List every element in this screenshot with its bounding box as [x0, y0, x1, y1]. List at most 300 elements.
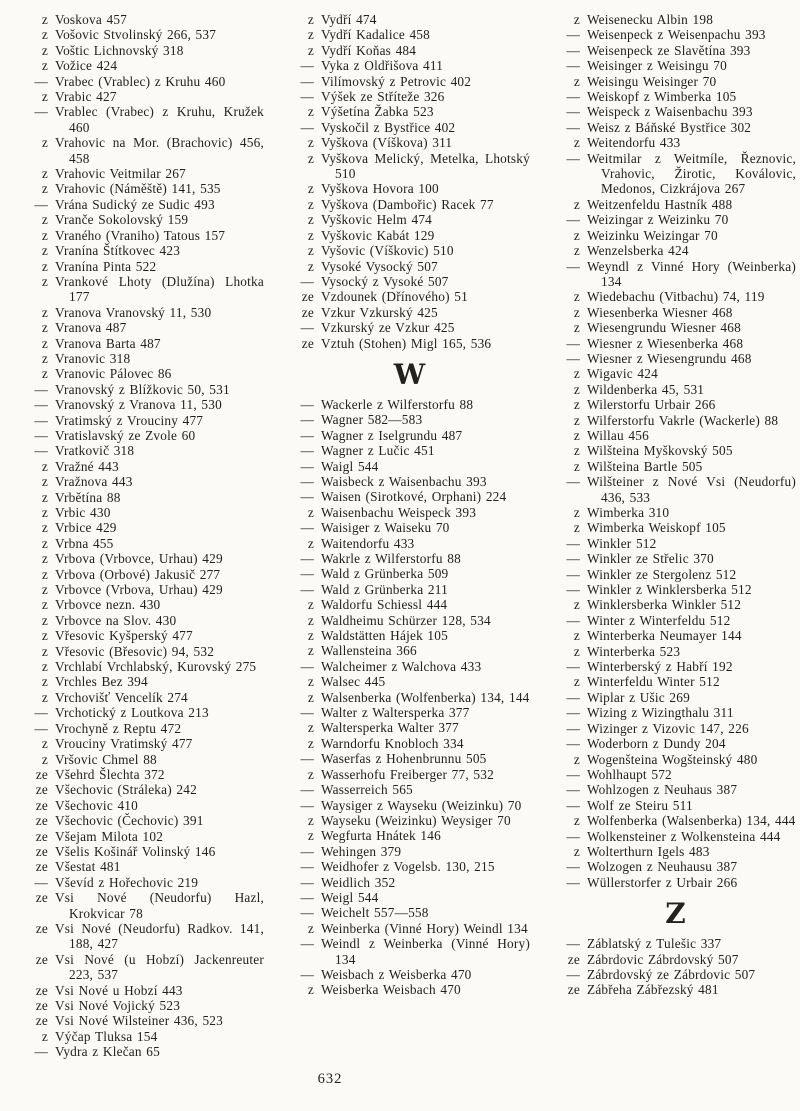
- entry-text: Waitendorfu 433: [321, 535, 415, 551]
- entry-text: Wolf ze Steiru 511: [587, 797, 693, 813]
- entry-text: Výšek ze Stříteže 326: [321, 89, 445, 105]
- entry-prefix: z: [41, 674, 48, 690]
- entry-text: Vrbova (Orbové) Jakusič 277: [55, 566, 221, 582]
- entry-prefix: —: [566, 535, 580, 551]
- index-entry: [290, 259, 530, 274]
- entry-text: Vyka z Oldřišova 411: [321, 58, 444, 74]
- entry-text: Wiesengrundu Wiesner 468: [587, 320, 741, 336]
- index-entry: [290, 551, 530, 566]
- entry-prefix: —: [300, 551, 314, 566]
- entry-text: Winterberka Neumayer 144: [587, 628, 742, 644]
- entry-prefix: —: [300, 966, 314, 982]
- index-entry: [556, 104, 796, 119]
- entry-prefix: z: [41, 42, 48, 58]
- entry-prefix: ze: [35, 859, 48, 875]
- entry-text: Wolterthurn Igels 483: [587, 843, 710, 859]
- entry-text: Vyškova Hovora 100: [321, 181, 439, 197]
- entry-prefix: —: [566, 566, 580, 582]
- index-entry: [556, 43, 796, 58]
- entry-prefix: z: [41, 258, 48, 274]
- index-entry: [290, 613, 530, 628]
- entry-text: Wilerstorfu Urbair 266: [587, 397, 716, 413]
- entry-text: Weisenpeck z Weisenpachu 393: [587, 27, 766, 43]
- index-entry: [24, 89, 264, 104]
- entry-text: Vsi Nové Vojický 523: [55, 998, 181, 1013]
- entry-prefix: ze: [301, 335, 314, 351]
- entry-prefix: —: [300, 320, 314, 336]
- entry-text: Wohlzogen z Neuhaus 387: [587, 782, 738, 798]
- entry-prefix: z: [41, 212, 48, 228]
- entry-prefix: —: [566, 859, 580, 875]
- index-entry: [24, 952, 264, 983]
- entry-text: Wakrle z Wilferstorfu 88: [321, 551, 461, 566]
- entry-prefix: z: [41, 535, 48, 551]
- entry-prefix: ze: [35, 890, 48, 906]
- entry-text: Winkler z Winklersberka 512: [587, 582, 752, 598]
- entry-text: Všechovic (Čechovic) 391: [55, 813, 204, 829]
- entry-text: Vrahovic na Mor. (Brachovic) 456, 458: [55, 135, 264, 166]
- entry-text: Vrbovce nezn. 430: [55, 597, 161, 613]
- index-entry: [290, 690, 530, 705]
- index-entry: [556, 813, 796, 828]
- entry-prefix: —: [34, 412, 48, 428]
- entry-prefix: —: [300, 396, 314, 412]
- index-entry: [24, 197, 264, 212]
- index-entry: [556, 305, 796, 320]
- entry-text: Záblatský z Tulešic 337: [587, 936, 722, 952]
- entry-prefix: z: [573, 505, 580, 520]
- index-entry: [290, 197, 530, 212]
- entry-prefix: z: [573, 304, 580, 320]
- entry-prefix: —: [300, 58, 314, 74]
- entry-text: Weisinger z Weisingu 70: [587, 58, 728, 74]
- index-entry: [290, 274, 530, 289]
- index-entry: [24, 474, 264, 489]
- entry-text: Wimberka Weiskopf 105: [587, 520, 726, 536]
- entry-text: Vrbovce (Vrbova, Urhau) 429: [55, 582, 223, 598]
- index-entry: [24, 397, 264, 412]
- entry-prefix: —: [566, 474, 580, 490]
- entry-prefix: z: [41, 566, 48, 582]
- index-entry: [24, 166, 264, 181]
- entry-text: Vranče Sokolovský 159: [55, 212, 189, 228]
- index-entry: [556, 936, 796, 951]
- index-entry: [24, 12, 264, 27]
- entry-prefix: —: [566, 720, 580, 736]
- index-entry: [290, 828, 530, 843]
- entry-text: Weizinku Weizingar 70: [587, 227, 718, 243]
- entry-text: Vrabec (Vrablec) z Kruhu 460: [55, 73, 226, 89]
- entry-text: Vranova Barta 487: [55, 335, 161, 351]
- entry-prefix: —: [34, 720, 48, 736]
- entry-prefix: —: [566, 828, 580, 844]
- index-entry: [24, 58, 264, 73]
- entry-text: Wilferstorfu Vakrle (Wackerle) 88: [587, 412, 779, 428]
- entry-text: Vrchlabí Vrchlabský, Kurovský 275: [55, 659, 257, 675]
- entry-prefix: —: [300, 751, 314, 767]
- entry-text: Vratimský z Vrouciny 477: [55, 412, 204, 428]
- entry-text: Vysocký z Vysoké 507: [321, 273, 449, 289]
- entry-text: Vranova Vranovský 11, 530: [55, 304, 212, 320]
- index-entry: [24, 1029, 264, 1044]
- entry-text: Vrbova (Vrbovce, Urhau) 429: [55, 551, 223, 567]
- index-entry: [24, 829, 264, 844]
- entry-prefix: —: [300, 489, 314, 505]
- index-entry: [556, 197, 796, 212]
- index-entry: [556, 536, 796, 551]
- entry-prefix: —: [300, 443, 314, 459]
- index-entry: [290, 43, 530, 58]
- index-entry: [556, 89, 796, 104]
- index-entry: [290, 566, 530, 581]
- index-entry: [556, 721, 796, 736]
- entry-text: Wizing z Wizingthalu 311: [587, 705, 734, 721]
- entry-text: Weidlich 352: [321, 874, 396, 890]
- index-entry: [24, 413, 264, 428]
- index-entry: [290, 628, 530, 643]
- index-entry: [556, 736, 796, 751]
- entry-text: Wildenberka 45, 531: [587, 381, 705, 397]
- index-entry: [556, 428, 796, 443]
- entry-prefix: —: [300, 581, 314, 597]
- entry-text: Weisz z Báňské Bystřice 302: [587, 119, 752, 135]
- entry-prefix: —: [566, 42, 580, 58]
- entry-text: Vraného (Vraniho) Tatous 157: [55, 227, 226, 243]
- entry-text: Warndorfu Knobloch 334: [321, 735, 464, 751]
- index-entry: [290, 520, 530, 535]
- entry-prefix: z: [307, 812, 314, 828]
- entry-text: Woderborn z Dundy 204: [587, 736, 726, 752]
- index-entry: [556, 982, 796, 997]
- entry-text: Wilšteina Bartle 505: [587, 458, 703, 474]
- index-entry: [290, 489, 530, 504]
- index-entry: [556, 12, 796, 27]
- index-entry: [24, 674, 264, 689]
- entry-prefix: —: [566, 705, 580, 721]
- entry-text: Wasserreich 565: [321, 782, 413, 798]
- entry-prefix: —: [300, 89, 314, 105]
- entry-prefix: —: [300, 843, 314, 859]
- entry-prefix: z: [307, 920, 314, 936]
- entry-text: Wolfenberka (Walsenberka) 134, 444: [587, 813, 796, 829]
- index-entry: [24, 459, 264, 474]
- entry-text: Vydří Koňas 484: [321, 42, 417, 58]
- entry-text: Winklersberka Winkler 512: [587, 597, 742, 613]
- entry-text: Zábrdovský ze Zábrdovic 507: [587, 966, 756, 982]
- entry-prefix: z: [307, 504, 314, 520]
- entry-text: Vyšovic (Víškovic) 510: [321, 243, 454, 259]
- entry-prefix: z: [307, 982, 314, 998]
- entry-prefix: z: [41, 612, 48, 628]
- entry-text: Všejam Milota 102: [55, 828, 164, 844]
- entry-prefix: —: [566, 258, 580, 274]
- entry-text: Vyskočil z Bystřice 402: [321, 119, 456, 135]
- entry-prefix: z: [41, 505, 48, 520]
- entry-text: Walsenberka (Wolfenberka) 134, 144: [321, 689, 530, 705]
- entry-text: Vranovský z Vranova 11, 530: [55, 397, 222, 413]
- entry-prefix: —: [300, 566, 314, 582]
- entry-prefix: z: [573, 674, 580, 690]
- entry-prefix: z: [573, 443, 580, 459]
- entry-prefix: —: [566, 27, 580, 43]
- index-entry: [290, 212, 530, 227]
- entry-text: Wenzelsberka 424: [587, 243, 689, 259]
- entry-prefix: z: [573, 227, 580, 243]
- index-entry: [290, 875, 530, 890]
- index-entry: [290, 751, 530, 766]
- entry-text: Vsi Nové Wilsteiner 436, 523: [55, 1013, 223, 1029]
- entry-text: Wolkensteiner z Wolkensteina 444: [587, 828, 781, 844]
- entry-prefix: z: [307, 27, 314, 43]
- index-entry: [24, 228, 264, 243]
- entry-text: Winterfeldu Winter 512: [587, 674, 720, 690]
- entry-prefix: z: [307, 135, 314, 151]
- entry-text: Waisiger z Waiseku 70: [321, 520, 450, 536]
- entry-prefix: ze: [35, 1013, 48, 1029]
- entry-text: Wimberka 310: [587, 505, 670, 520]
- index-entry: [556, 228, 796, 243]
- entry-prefix: z: [307, 535, 314, 551]
- entry-text: Vzkurský ze Vzkur 425: [321, 320, 455, 336]
- entry-prefix: —: [300, 427, 314, 443]
- index-entry: [556, 967, 796, 982]
- entry-prefix: —: [300, 782, 314, 798]
- index-entry: [290, 536, 530, 551]
- index-entry: [290, 336, 530, 351]
- entry-text: Všestat 481: [55, 859, 121, 875]
- entry-text: Vydří 474: [321, 12, 377, 27]
- index-entry: [556, 474, 796, 505]
- entry-prefix: ze: [301, 289, 314, 305]
- entry-prefix: z: [41, 27, 48, 43]
- entry-prefix: —: [566, 874, 580, 890]
- index-entry: [556, 58, 796, 73]
- entry-text: Wüllerstorfer z Urbair 266: [587, 874, 738, 890]
- entry-text: Wiesenberka Wiesner 468: [587, 304, 733, 320]
- entry-prefix: —: [566, 119, 580, 135]
- entry-text: Vošovic Stvolinský 266, 537: [55, 27, 217, 43]
- entry-text: Vyškova Melický, Metelka, Lhotský 510: [321, 150, 530, 182]
- entry-text: Vrochyně z Reptu 472: [55, 720, 182, 736]
- index-entry: [290, 782, 530, 797]
- index-entry: [290, 890, 530, 905]
- entry-prefix: —: [300, 905, 314, 921]
- entry-prefix: —: [34, 427, 48, 443]
- index-column-1: [24, 12, 264, 1060]
- entry-text: Weinberka (Vinné Hory) Weindl 134: [321, 920, 528, 936]
- index-entry: [24, 366, 264, 381]
- index-entry: [290, 151, 530, 182]
- index-entry: [290, 736, 530, 751]
- entry-prefix: —: [566, 104, 580, 120]
- entry-text: Vrablec (Vrabec) z Kruhu, Kružek 460: [55, 104, 264, 135]
- entry-text: Vratislavský ze Zvole 60: [55, 427, 196, 443]
- entry-text: Vilímovský z Petrovic 402: [321, 73, 472, 89]
- entry-text: Wasserhofu Freiberger 77, 532: [321, 766, 494, 782]
- entry-prefix: —: [300, 705, 314, 721]
- entry-text: Vysoké Vysocký 507: [321, 258, 438, 274]
- entry-text: Wagner z Lučic 451: [321, 443, 435, 459]
- entry-text: Vranovský z Blížkovic 50, 531: [55, 381, 230, 397]
- index-entry: [24, 844, 264, 859]
- index-entry: [556, 151, 796, 197]
- index-entry: [556, 413, 796, 428]
- index-entry: [290, 474, 530, 489]
- entry-prefix: ze: [35, 920, 48, 936]
- entry-prefix: —: [566, 335, 580, 351]
- entry-text: Weyndl z Vinné Hory (Weinberka) 134: [587, 258, 796, 289]
- index-entry: [290, 27, 530, 42]
- entry-text: Wehingen 379: [321, 843, 402, 859]
- entry-prefix: z: [573, 751, 580, 767]
- index-entry: [556, 659, 796, 674]
- index-entry: [556, 782, 796, 797]
- entry-text: Wiedebachu (Vitbachu) 74, 119: [587, 289, 765, 305]
- entry-prefix: z: [41, 643, 48, 659]
- index-entry: [556, 336, 796, 351]
- index-entry: [24, 259, 264, 274]
- entry-prefix: —: [300, 874, 314, 890]
- entry-prefix: ze: [35, 843, 48, 859]
- index-entry: [556, 829, 796, 844]
- entry-text: Wallensteina 366: [321, 643, 417, 659]
- index-entry: [556, 644, 796, 659]
- index-entry: [556, 459, 796, 474]
- entry-text: Vřesovic Kyšperský 477: [55, 628, 193, 644]
- entry-prefix: z: [307, 12, 314, 27]
- entry-text: Wagner z Iselgrundu 487: [321, 427, 463, 443]
- entry-prefix: —: [566, 782, 580, 798]
- entry-prefix: z: [307, 766, 314, 782]
- index-entry: [24, 782, 264, 797]
- index-entry: [24, 505, 264, 520]
- index-entry: [24, 243, 264, 258]
- entry-prefix: z: [573, 458, 580, 474]
- entry-text: Weisenecku Albin 198: [587, 12, 714, 27]
- entry-prefix: z: [573, 397, 580, 413]
- entry-prefix: —: [300, 859, 314, 875]
- entry-text: Všelis Košinář Volinský 146: [55, 843, 216, 859]
- entry-text: Waigl 544: [321, 458, 379, 474]
- index-entry: [24, 351, 264, 366]
- index-entry: [24, 875, 264, 890]
- entry-prefix: z: [41, 628, 48, 644]
- entry-text: Vranova 487: [55, 320, 127, 336]
- index-entry: [24, 705, 264, 720]
- index-entry: [24, 813, 264, 828]
- index-entry: [290, 505, 530, 520]
- index-entry: [290, 181, 530, 196]
- entry-prefix: —: [566, 350, 580, 366]
- entry-prefix: z: [307, 196, 314, 212]
- index-entry: [24, 983, 264, 998]
- index-entry: [24, 1044, 264, 1059]
- entry-prefix: —: [300, 658, 314, 674]
- entry-prefix: —: [566, 58, 580, 74]
- entry-prefix: ze: [35, 982, 48, 998]
- entry-prefix: z: [573, 135, 580, 151]
- entry-text: Weitmilar z Weitmíle, Řeznovic, Vrahovic, Žirotic, Koválovic, Medonos, Cizkrájova 267: [587, 150, 796, 197]
- index-entry: [556, 859, 796, 874]
- index-entry: [24, 921, 264, 952]
- index-entry: [24, 567, 264, 582]
- index-entry: [556, 259, 796, 290]
- index-entry: [24, 859, 264, 874]
- index-entry: [290, 705, 530, 720]
- entry-prefix: z: [573, 73, 580, 89]
- entry-prefix: z: [307, 181, 314, 197]
- index-entry: [290, 674, 530, 689]
- entry-text: Všechovic (Stráleka) 242: [55, 782, 197, 798]
- index-entry: [24, 628, 264, 643]
- entry-text: Vratkovič 318: [55, 443, 135, 459]
- entry-text: Wolzogen z Neuhausu 387: [587, 859, 738, 875]
- entry-text: Vrbna 455: [55, 535, 114, 551]
- entry-text: Weigl 544: [321, 889, 379, 905]
- entry-text: Wilšteina Myškovský 505: [587, 443, 733, 459]
- entry-text: Vyškova (Víškova) 311: [321, 135, 453, 151]
- index-entry: [24, 690, 264, 705]
- entry-prefix: z: [307, 612, 314, 628]
- entry-text: Vrabic 427: [55, 89, 117, 105]
- entry-prefix: z: [573, 628, 580, 644]
- entry-text: Vršovic Chmel 88: [55, 751, 157, 767]
- index-entry: [556, 690, 796, 705]
- index-entry: [24, 274, 264, 305]
- entry-text: Winterberka 523: [587, 643, 681, 659]
- entry-prefix: z: [41, 736, 48, 752]
- index-entry: [556, 705, 796, 720]
- entry-prefix: —: [566, 736, 580, 752]
- index-entry: [556, 351, 796, 366]
- entry-prefix: z: [41, 597, 48, 613]
- entry-text: Waldheimu Schürzer 128, 534: [321, 612, 491, 628]
- entry-prefix: z: [307, 258, 314, 274]
- entry-text: Wogenšteina Wogšteinský 480: [587, 751, 758, 767]
- entry-text: Vrahovic (Náměště) 141, 535: [55, 181, 221, 197]
- entry-prefix: z: [573, 427, 580, 443]
- entry-prefix: —: [34, 381, 48, 397]
- entry-text: Weisberka Weisbach 470: [321, 982, 461, 998]
- section-letter-heading: W: [393, 357, 427, 391]
- entry-prefix: —: [566, 659, 580, 675]
- entry-prefix: z: [41, 551, 48, 567]
- index-entry: [556, 212, 796, 227]
- entry-prefix: z: [41, 227, 48, 243]
- index-entry: [24, 336, 264, 351]
- index-entry: [290, 798, 530, 813]
- entry-text: Wohlhaupt 572: [587, 766, 672, 782]
- index-entry: [556, 520, 796, 535]
- index-entry: [556, 443, 796, 458]
- index-entry: [556, 551, 796, 566]
- entry-text: Vyškova (Dambořic) Racek 77: [321, 196, 494, 212]
- entry-text: Weiskopf z Wimberka 105: [587, 89, 737, 105]
- index-entry: [290, 936, 530, 967]
- entry-prefix: —: [34, 705, 48, 721]
- entry-prefix: —: [34, 196, 48, 212]
- entry-text: Vranína Pinta 522: [55, 258, 157, 274]
- index-entry: [556, 752, 796, 767]
- entry-prefix: z: [307, 689, 314, 705]
- index-entry: [290, 659, 530, 674]
- entry-prefix: z: [307, 674, 314, 690]
- index-entry: [556, 289, 796, 304]
- index-entry: [290, 243, 530, 258]
- entry-text: Winterberský z Habří 192: [587, 659, 733, 675]
- index-entry: [556, 582, 796, 597]
- index-entry: [556, 597, 796, 612]
